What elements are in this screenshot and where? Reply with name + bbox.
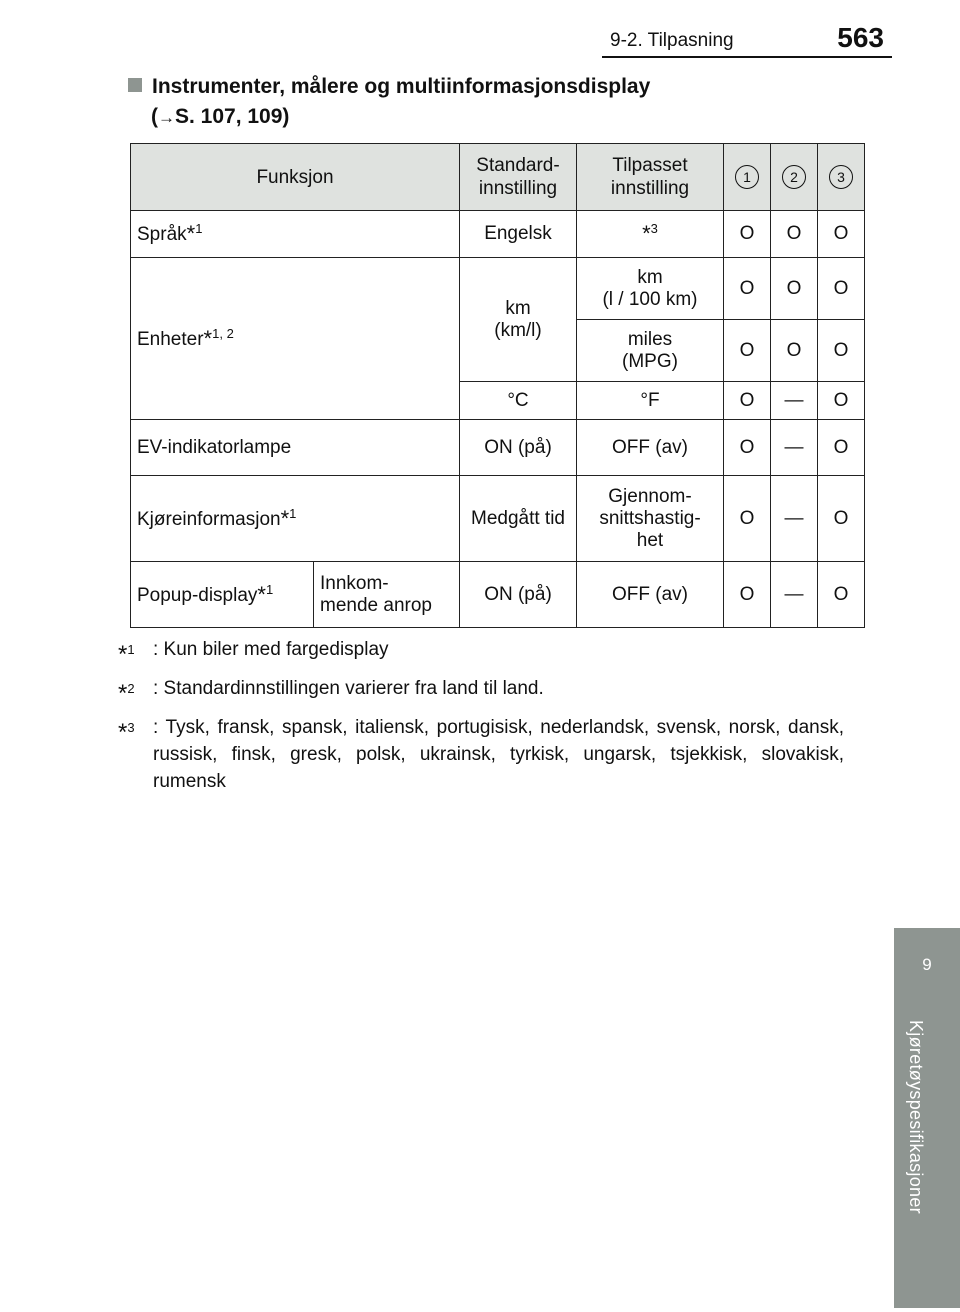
header-custom: Tilpasset innstilling	[577, 144, 724, 211]
square-bullet-icon	[128, 78, 142, 92]
chapter-number: 9	[922, 955, 932, 974]
header-col-1	[724, 144, 771, 211]
circled-two-icon: 2	[782, 165, 806, 189]
circled-three-icon: 3	[829, 165, 853, 189]
page-number: 563	[837, 22, 884, 53]
section-heading: Instrumenter, målere og multiinformasjonsdisplay (→S. 107, 109)	[128, 72, 650, 133]
page-header	[0, 0, 960, 60]
table-row: Enheter*$^{1, 2}$ km (km/l) km (l / 100 km) O O O	[131, 258, 865, 320]
arrow-right-icon: →	[158, 108, 175, 127]
row-label: Enheter*$^{1, 2}$	[131, 258, 460, 420]
settings-table	[130, 143, 865, 628]
header-col-2	[771, 144, 818, 211]
footnotes	[118, 636, 844, 807]
table-row: °C °F O — O	[131, 382, 865, 420]
footnote: *$^3$ : Tysk, fransk, spansk, italiensk, portugisisk, nederlandsk, svensk, norsk, dansk, russisk, finsk, gresk, polsk, ukrainsk, tyrkisk, ungarsk, tsjekkisk, slovakisk, rumensk	[118, 717, 844, 792]
table-row: EV-indikatorlampe ON (på) OFF (av) O — O	[131, 420, 865, 476]
footnote: *$^2$ : Standardinnstillingen varierer fra land til land.	[118, 678, 544, 707]
row-label: Språk*$^1$	[131, 211, 460, 258]
row-label: EV-indikatorlampe	[131, 420, 460, 476]
section-label: 9-2. Tilpasning	[610, 30, 734, 51]
circled-one-icon: 1	[735, 165, 759, 189]
page-reference: S. 107, 109)	[175, 105, 290, 128]
table-row: Språk*$^1$ Engelsk *$^3$ O O O	[131, 211, 865, 258]
header-col-3	[818, 144, 865, 211]
header-default: Standard- innstilling	[460, 144, 577, 211]
row-label: Kjøreinformasjon*$^1$	[131, 476, 460, 562]
table-row: Kjøreinformasjon*$^1$ Medgått tid Gjennom- snittshastig- het O — O	[131, 476, 865, 562]
table-row: miles (MPG) O O O	[131, 320, 865, 382]
header-function: Funksjon	[131, 144, 460, 211]
footnote: *$^1$ : Kun biler med fargedisplay	[118, 639, 389, 668]
chapter-title: Kjøretøyspesifikasjoner	[906, 1020, 926, 1214]
table-header-row	[131, 144, 865, 211]
table-row: Popup-display*$^1$ Innkom- mende anrop ON (på) OFF (av) O — O	[131, 562, 865, 628]
heading-title: Instrumenter, målere og multiinformasjonsdisplay	[152, 75, 651, 98]
row-label: Popup-display*$^1$	[131, 562, 314, 628]
header-divider	[602, 56, 892, 58]
